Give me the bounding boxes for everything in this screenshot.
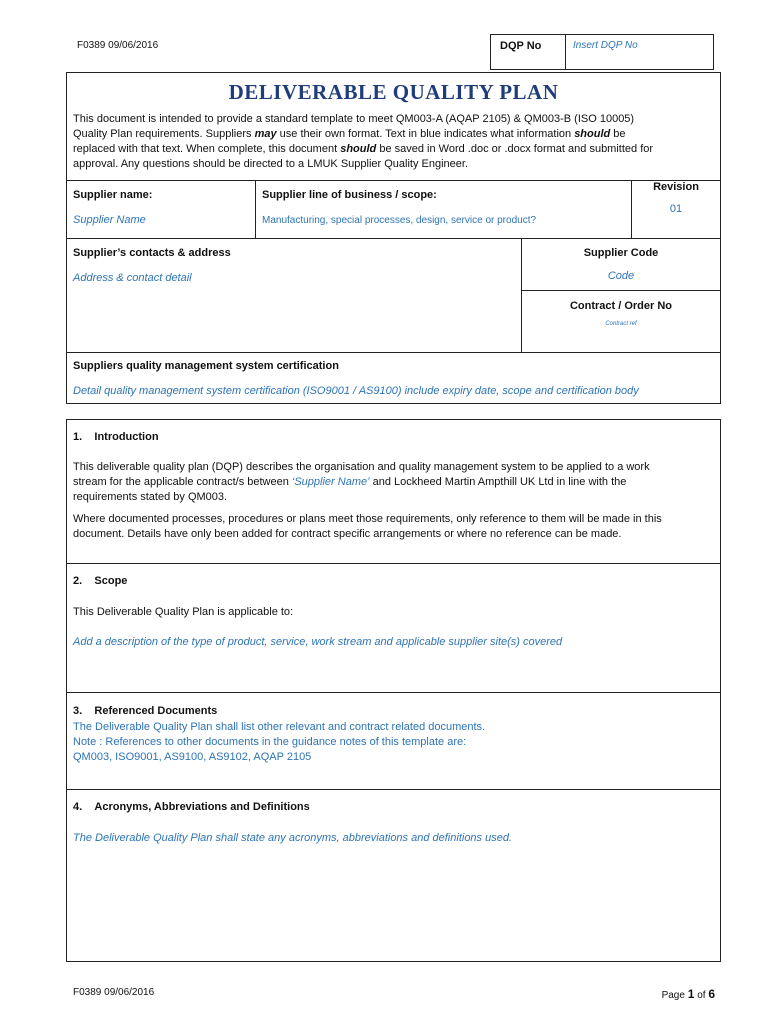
revision-field[interactable]: 01: [669, 203, 683, 215]
section-2-paragraph: This Deliverable Quality Plan is applicable to:: [73, 606, 294, 618]
section-line: Note : References to other documents in the guidance notes of this template are:: [73, 736, 467, 748]
divider: [66, 692, 721, 693]
section-line: requirements stated by QM003.: [73, 491, 228, 503]
supplier-name-ref[interactable]: ‘Supplier Name’: [291, 476, 370, 488]
page-total: 6: [708, 987, 715, 1001]
section-1-title: 1. Introduction: [73, 431, 159, 443]
section-line: Where documented processes, procedures or plans meet those requirements, only reference to them will be made in this: [73, 513, 662, 525]
intro-text-span: use their own format. Text in blue indicates what information: [276, 128, 575, 140]
intro-text-span: be: [610, 128, 626, 140]
contract-label: Contract / Order No: [569, 300, 673, 312]
intro-text: [73, 112, 713, 172]
page-label: Page: [661, 990, 685, 1001]
supplier-contacts-label: Supplier’s contacts & address: [73, 247, 231, 259]
intro-emphasis: may: [254, 128, 277, 140]
contract-field[interactable]: Contract ref: [605, 321, 637, 327]
supplier-scope-field[interactable]: Manufacturing, special processes, design, service or product?: [262, 215, 537, 226]
section-line: QM003, ISO9001, AS9100, AS9102, AQAP 2105: [73, 751, 312, 763]
divider: [66, 352, 721, 353]
section-2-scope-field[interactable]: Add a description of the type of product, service, work stream and applicable supplier site(s) covered: [73, 636, 563, 648]
section-3-title: 3. Referenced Documents: [73, 705, 218, 717]
footer-form-reference: F0389 09/06/2016: [73, 987, 155, 998]
section-text-span: stream for the applicable contract/s between: [73, 476, 292, 488]
section-line: [73, 475, 713, 490]
form-reference: F0389 09/06/2016: [77, 40, 159, 51]
divider: [66, 180, 721, 181]
divider: [66, 789, 721, 790]
intro-line: [73, 142, 713, 157]
page-of: of: [697, 990, 706, 1001]
supplier-name-label: Supplier name:: [73, 189, 153, 201]
page-current: 1: [687, 987, 695, 1001]
intro-line: This document is intended to provide a standard template to meet QM003-A (AQAP 2105) & QM003-B (ISO 10005): [73, 113, 635, 125]
intro-text-span: replaced with that text. When complete, this document: [73, 143, 341, 155]
supplier-scope-label: Supplier line of business / scope:: [262, 189, 437, 201]
section-line: document. Details have only been added for contract specific arrangements or where no reference can be made.: [73, 528, 622, 540]
intro-line: [73, 127, 713, 142]
intro-text-span: be saved in Word .doc or .docx format and submitted for: [376, 143, 654, 155]
section-3-content[interactable]: [73, 720, 485, 765]
section-text-span: and Lockheed Martin Ampthill UK Ltd in line with the: [369, 476, 627, 488]
divider: [565, 34, 566, 70]
supplier-code-label: Supplier Code: [583, 247, 659, 259]
page-number: [640, 987, 715, 1001]
section-4-title: 4. Acronyms, Abbreviations and Definitions: [73, 801, 310, 813]
section-line: The Deliverable Quality Plan shall list other relevant and contract related documents.: [73, 721, 486, 733]
intro-text-span: Quality Plan requirements. Suppliers: [73, 128, 255, 140]
revision-label: Revision: [653, 181, 699, 193]
intro-emphasis: should: [340, 143, 377, 155]
intro-emphasis: should: [574, 128, 611, 140]
section-1-paragraph-2: [73, 512, 713, 542]
section-line: This deliverable quality plan (DQP) describes the organisation and quality management system to be applied to a work: [73, 461, 650, 473]
section-4-content[interactable]: The Deliverable Quality Plan shall state any acronyms, abbreviations and definitions used.: [73, 832, 513, 844]
divider: [66, 238, 721, 239]
qms-field[interactable]: Detail quality management system certification (ISO9001 / AS9100) include expiry date, scope and certification body: [73, 385, 639, 397]
section-1-paragraph-1: [73, 460, 713, 505]
supplier-contacts-field[interactable]: Address & contact detail: [73, 272, 192, 284]
page-title: DELIVERABLE QUALITY PLAN: [228, 80, 559, 104]
supplier-name-field[interactable]: Supplier Name: [73, 214, 146, 226]
divider: [521, 290, 721, 291]
divider: [66, 563, 721, 564]
dqp-no-field[interactable]: Insert DQP No: [573, 40, 638, 51]
supplier-code-field[interactable]: Code: [607, 270, 635, 282]
divider: [255, 180, 256, 238]
qms-label: Suppliers quality management system certification: [73, 360, 339, 372]
section-2-title: 2. Scope: [73, 575, 128, 587]
intro-line: approval. Any questions should be directed to a LMUK Supplier Quality Engineer.: [73, 158, 469, 170]
dqp-no-label: DQP No: [500, 40, 542, 52]
